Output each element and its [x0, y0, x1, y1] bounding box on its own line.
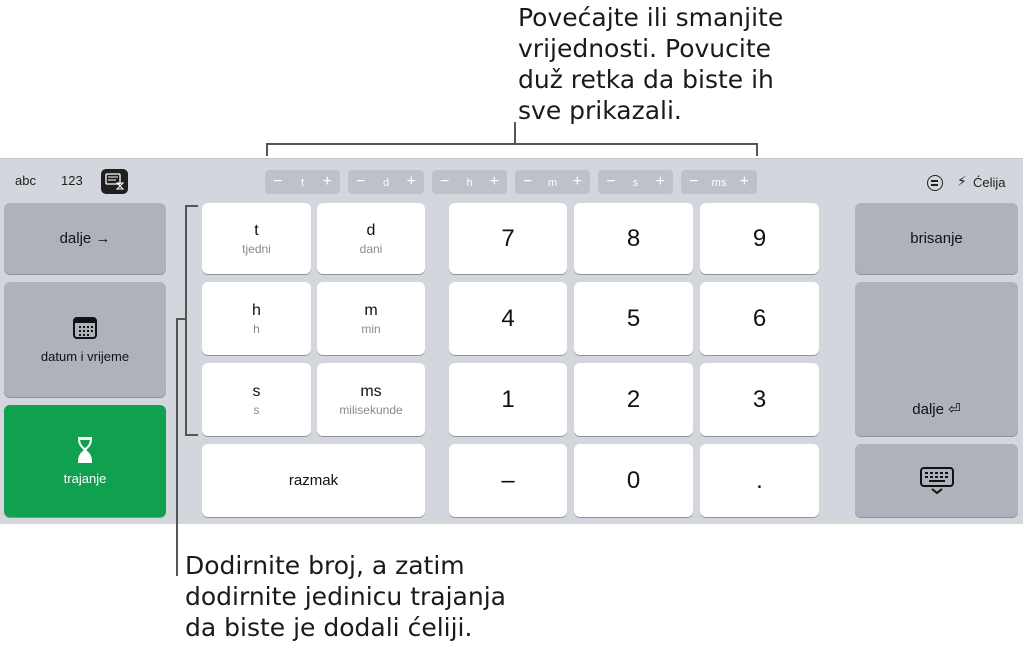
minus-icon[interactable]: −: [606, 173, 616, 190]
unit-key-milliseconds[interactable]: ms milisekunde: [317, 363, 425, 436]
callout-line: Dodirnite broj, a zatim: [185, 551, 465, 580]
callout-leader: [514, 122, 516, 144]
digit-key-5[interactable]: 5: [574, 282, 693, 355]
unit-key-hours[interactable]: h h: [202, 282, 311, 355]
digit-key-0[interactable]: 0: [574, 444, 693, 517]
bolt-icon: ⚡: [957, 173, 967, 189]
callout-bracket-end: [756, 143, 758, 156]
callout-bracket-end: [266, 143, 268, 156]
format-icon[interactable]: [927, 175, 943, 191]
duration-keyboard: [0, 158, 1023, 524]
digit-key-1[interactable]: 1: [449, 363, 567, 436]
minus-icon[interactable]: −: [523, 173, 533, 190]
plus-icon[interactable]: +: [406, 173, 416, 190]
digit-key-4[interactable]: 4: [449, 282, 567, 355]
digit-key-6[interactable]: 6: [700, 282, 819, 355]
units-bracket: [185, 205, 187, 436]
space-key[interactable]: razmak: [202, 444, 425, 517]
digit-key-9[interactable]: 9: [700, 203, 819, 274]
stepper-minutes[interactable]: m − +: [515, 170, 590, 194]
callout-line: Povećajte ili smanjite: [518, 3, 784, 32]
callout-bracket: [266, 143, 758, 145]
units-bracket-end: [185, 205, 198, 207]
keyboard-toolbar: [0, 159, 1023, 203]
calendar-icon: [72, 315, 98, 341]
plus-icon[interactable]: +: [322, 173, 332, 190]
numeric-keyboard-button[interactable]: 123: [61, 173, 83, 188]
callout-steppers: [518, 2, 828, 126]
callout-line: vrijednosti. Povucite: [518, 34, 772, 63]
duration-keyboard-icon[interactable]: [101, 169, 128, 194]
unit-key-minutes[interactable]: m min: [317, 282, 425, 355]
callout-units: [185, 550, 565, 643]
minus-icon[interactable]: −: [440, 173, 450, 190]
return-button[interactable]: dalje ⏎: [855, 282, 1018, 436]
minus-icon[interactable]: −: [273, 173, 283, 190]
digit-key-7[interactable]: 7: [449, 203, 567, 274]
plus-icon[interactable]: +: [572, 173, 582, 190]
digit-key-8[interactable]: 8: [574, 203, 693, 274]
callout-line: da biste je dodali ćeliji.: [185, 613, 473, 642]
cell-button[interactable]: Ćelija: [973, 175, 1006, 190]
stepper-seconds[interactable]: s − +: [598, 170, 673, 194]
callout-line: sve prikazali.: [518, 96, 682, 125]
unit-key-days[interactable]: d dani: [317, 203, 425, 274]
callout-line: duž retka da biste ih: [518, 65, 774, 94]
digit-key-2[interactable]: 2: [574, 363, 693, 436]
units-bracket-end: [185, 434, 198, 436]
unit-key-weeks[interactable]: t tjedni: [202, 203, 311, 274]
plus-icon[interactable]: +: [489, 173, 499, 190]
callout-leader: [176, 318, 178, 576]
unit-key-seconds[interactable]: s s: [202, 363, 311, 436]
minus-key[interactable]: –: [449, 444, 567, 517]
plus-icon[interactable]: +: [655, 173, 665, 190]
minus-icon[interactable]: −: [689, 173, 699, 190]
hourglass-icon: [76, 437, 94, 463]
minus-icon[interactable]: −: [356, 173, 366, 190]
stepper-days[interactable]: d − +: [348, 170, 424, 194]
next-button[interactable]: dalje →: [4, 203, 166, 274]
stepper-milliseconds[interactable]: ms − +: [681, 170, 757, 194]
date-time-button[interactable]: datum i vrijeme: [4, 282, 166, 397]
keyboard-hide-icon: [920, 467, 954, 495]
callout-line: dodirnite jedinicu trajanja: [185, 582, 506, 611]
stepper-weeks[interactable]: t − +: [265, 170, 340, 194]
hide-keyboard-button[interactable]: [855, 444, 1018, 517]
duration-button[interactable]: trajanje: [4, 405, 166, 517]
stepper-hours[interactable]: h − +: [432, 170, 507, 194]
plus-icon[interactable]: +: [739, 173, 749, 190]
digit-key-3[interactable]: 3: [700, 363, 819, 436]
abc-keyboard-button[interactable]: abc: [15, 173, 36, 188]
decimal-key[interactable]: .: [700, 444, 819, 517]
delete-button[interactable]: brisanje: [855, 203, 1018, 274]
